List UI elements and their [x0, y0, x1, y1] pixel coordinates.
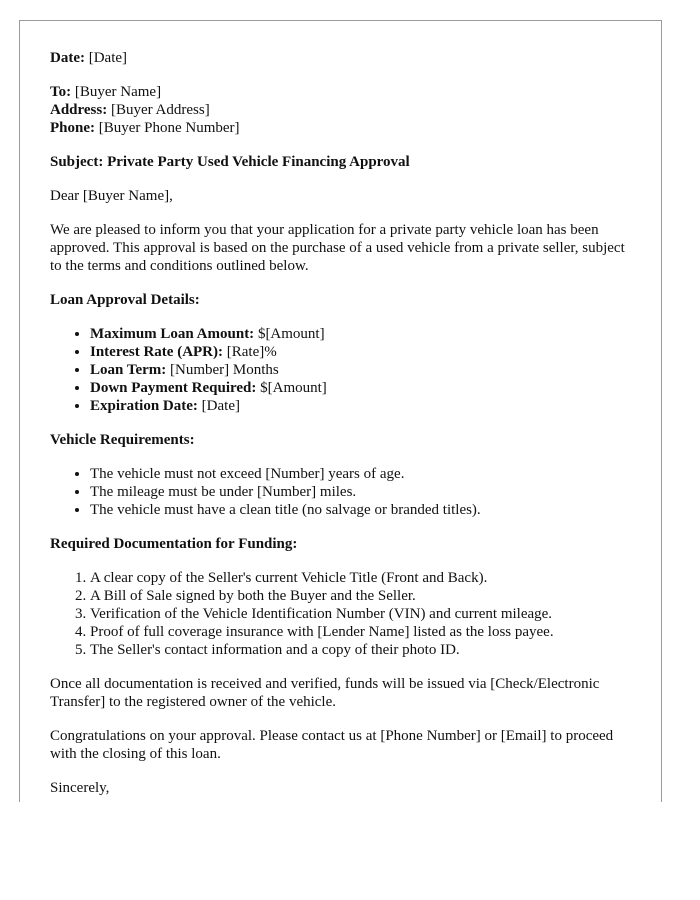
funding-paragraph: Once all documentation is received and verified, funds will be issued via [Check/Electronic Transfer] to the registered owner of the vehicle. — [50, 676, 600, 710]
phone-line — [50, 119, 631, 137]
to-value: [Buyer Name] — [74, 84, 162, 100]
list-item: • Interest Rate (APR): [Rate]% — [90, 343, 631, 361]
vehicle-requirements-list — [50, 465, 631, 519]
documentation-list — [50, 569, 631, 659]
intro-paragraph: We are pleased to inform you that your application for a private party vehicle loan has been approved. This approval is based on the purchase of a used vehicle from a private seller, subject to the terms and conditions outlined below. — [50, 222, 625, 274]
phone-value: [Buyer Phone Number] — [98, 120, 240, 136]
letter-page — [19, 20, 662, 802]
to-label: To: — [50, 84, 72, 100]
list-item: 5. The Seller's contact information and a copy of their photo ID. — [90, 641, 631, 659]
list-item: • The vehicle must not exceed [Number] years of age. — [90, 465, 631, 483]
subject-line — [50, 153, 631, 171]
list-item: • Down Payment Required: $[Amount] — [90, 379, 631, 397]
list-item: • Expiration Date: [Date] — [90, 397, 631, 415]
address-label: Address: — [50, 102, 108, 118]
list-item: 1. A clear copy of the Seller's current Vehicle Title (Front and Back). — [90, 569, 631, 587]
closing-paragraph: Congratulations on your approval. Please contact us at [Phone Number] or [Email] to proceed with the closing of this loan. — [50, 728, 614, 762]
list-item: • Maximum Loan Amount: $[Amount] — [90, 325, 631, 343]
list-item: • The mileage must be under [Number] miles. — [90, 483, 631, 501]
date-label: Date: — [50, 50, 85, 66]
list-item: • Loan Term: [Number] Months — [90, 361, 631, 379]
list-item: 2. A Bill of Sale signed by both the Buyer and the Seller. — [90, 587, 631, 605]
list-item: • The vehicle must have a clean title (no salvage or branded titles). — [90, 501, 631, 519]
list-item: 4. Proof of full coverage insurance with [Lender Name] listed as the loss payee. — [90, 623, 631, 641]
loan-details-heading: Loan Approval Details: — [50, 292, 200, 308]
vehicle-requirements-heading: Vehicle Requirements: — [50, 432, 195, 448]
salutation: Dear [Buyer Name], — [50, 188, 173, 204]
list-item: 3. Verification of the Vehicle Identification Number (VIN) and current mileage. — [90, 605, 631, 623]
sign-off: Sincerely, — [50, 780, 110, 796]
loan-details-list — [50, 325, 631, 415]
date-line — [50, 49, 631, 67]
subject-text: Subject: Private Party Used Vehicle Financing Approval — [50, 154, 410, 170]
address-value: [Buyer Address] — [110, 102, 210, 118]
phone-label: Phone: — [50, 120, 95, 136]
date-value: [Date] — [88, 50, 128, 66]
documentation-heading: Required Documentation for Funding: — [50, 536, 298, 552]
to-line — [50, 83, 631, 101]
address-line — [50, 101, 631, 119]
letter-body — [20, 21, 661, 797]
